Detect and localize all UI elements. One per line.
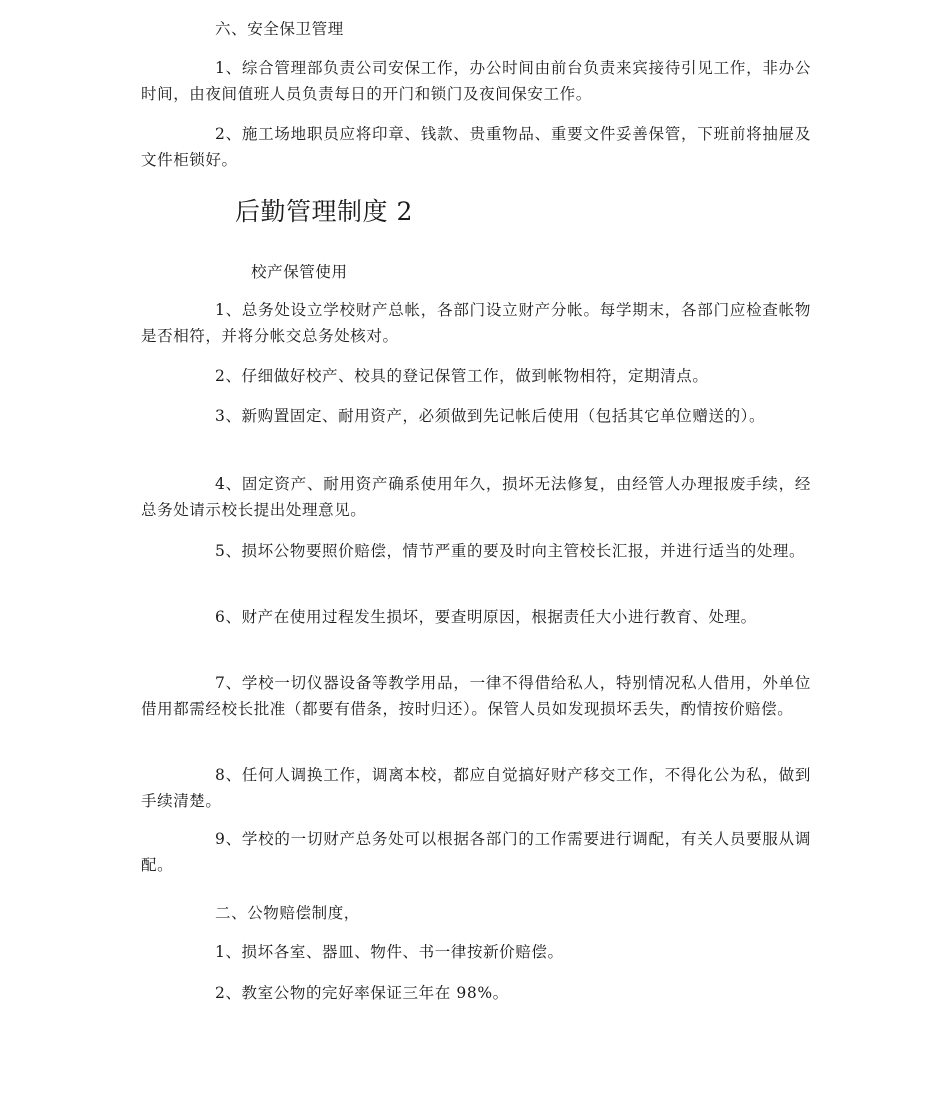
assets-item-2: 2、仔细做好校产、校具的登记保管工作，做到帐物相符，定期清点。: [215, 367, 709, 385]
assets-item-7: 7、学校一切仪器设备等教学用品，一律不得借给私人，特别情况私人借用，外单位借用都需经校长批准（都要有借条，按时归还）。保管人员如发现损坏丢失，酌情按价赔偿。: [141, 674, 811, 718]
section-six-item-2: 2、施工场地职员应将印章、钱款、贵重物品、重要文件妥善保管，下班前将抽屉及文件柜锁好。: [141, 125, 811, 169]
section-six-heading: 六、安全保卫管理: [215, 20, 344, 38]
compensation-item-2: 2、教室公物的完好率保证三年在 98%。: [215, 984, 509, 1002]
assets-item-1: 1、总务处设立学校财产总帐，各部门设立财产分帐。每学期末，各部门应检查帐物是否相符，并将分帐交总务处核对。: [141, 301, 811, 345]
assets-item-3: 3、新购置固定、耐用资产，必须做到先记帐后使用（包括其它单位赠送的）。: [215, 407, 766, 425]
assets-item-6: 6、财产在使用过程发生损坏，要查明原因，根据责任大小进行教育、处理。: [215, 608, 757, 626]
assets-item-8: 8、任何人调换工作，调离本校，都应自觉搞好财产移交工作，不得化公为私，做到手续清楚。: [141, 766, 811, 810]
assets-item-4: 4、固定资产、耐用资产确系使用年久，损坏无法修复，由经管人办理报废手续，经总务处请示校长提出处理意见。: [141, 475, 811, 519]
assets-heading: 校产保管使用: [251, 263, 348, 281]
compensation-item-1: 1、损坏各室、器皿、物件、书一律按新价赔偿。: [215, 943, 564, 961]
document-title: 后勤管理制度 2: [235, 197, 413, 226]
assets-item-5: 5、损坏公物要照价赔偿，情节严重的要及时向主管校长汇报，并进行适当的处理。: [215, 542, 806, 560]
assets-item-9: 9、学校的一切财产总务处可以根据各部门的工作需要进行调配，有关人员要服从调配。: [141, 830, 811, 874]
compensation-heading: 二、公物赔偿制度，: [215, 904, 360, 922]
section-six-item-1: 1、综合管理部负责公司安保工作，办公时间由前台负责来宾接待引见工作，非办公时间，由夜间值班人员负责每日的开门和锁门及夜间保安工作。: [141, 59, 811, 103]
